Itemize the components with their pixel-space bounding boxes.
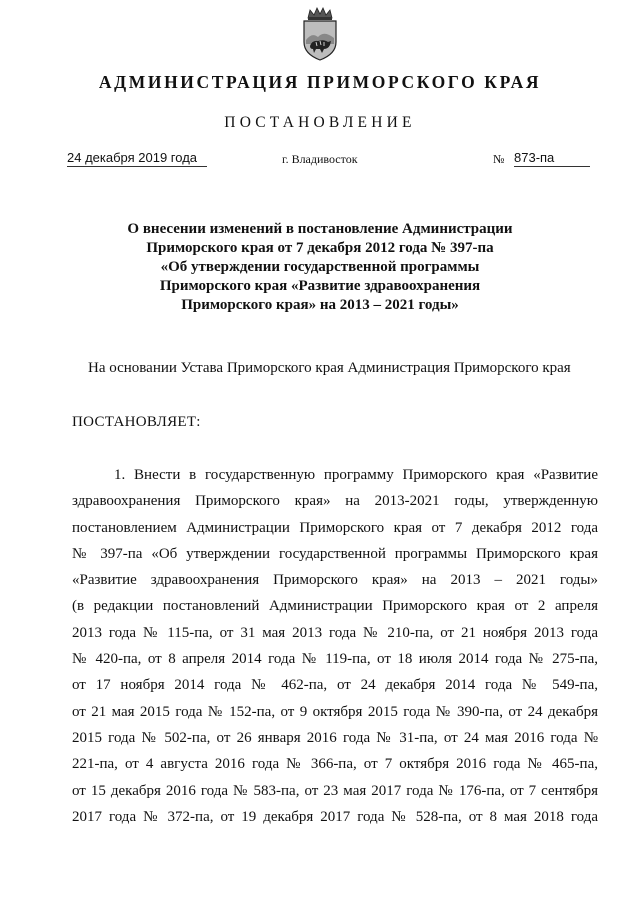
- body-line: 2013 года № 115-па, от 31 мая 2013 года № 210-па, от 21 ноября 2013 года: [72, 624, 598, 641]
- document-type: ПОСТАНОВЛЕНИЕ: [224, 114, 416, 131]
- legal-basis: На основании Устава Приморского края Администрация Приморского края: [88, 360, 571, 376]
- body-line: 1. Внести в государственную программу Приморского края «Развитие: [114, 467, 598, 483]
- document-subject: [60, 220, 580, 315]
- body-line: № 397-па «Об утверждении государственной программы Приморского края: [72, 545, 598, 562]
- subject-line: Приморского края «Развитие здравоохранения: [159, 278, 481, 294]
- subject-line: Приморского края» на 2013 – 2021 годы»: [181, 297, 459, 313]
- subject-line: О внесении изменений в постановление Администрации: [127, 221, 513, 237]
- body-line: от 17 ноября 2014 года № 462-па, от 24 декабря 2014 года № 549-па,: [72, 677, 598, 694]
- body-line: 2017 года № 372-па, от 19 декабря 2017 года № 528-па, от 8 мая 2018 года: [72, 808, 598, 825]
- body-line: (в редакции постановлений Администрации Приморского края от 2 апреля: [72, 598, 598, 615]
- body-line: здравоохранения Приморского края» на 2013-2021 годы, утвержденную: [72, 493, 598, 510]
- document-number-label: №: [493, 152, 505, 166]
- body-line: от 21 мая 2015 года № 152-па, от 9 октября 2015 года № 390-па, от 24 декабря: [72, 703, 598, 720]
- document-number: 873-па: [514, 150, 590, 167]
- body-line: от 15 декабря 2016 года № 583-па, от 23 мая 2017 года № 176-па, от 7 сентября: [72, 782, 598, 799]
- body-line: 221-па, от 4 августа 2016 года № 366-па, от 7 октября 2016 года № 465-па,: [72, 756, 598, 773]
- body-line: № 420-па, от 8 апреля 2014 года № 119-па, от 18 июля 2014 года № 275-па,: [72, 651, 598, 668]
- body-line: 2015 года № 502-па, от 26 января 2016 года № 31-па, от 24 мая 2016 года №: [72, 729, 598, 746]
- decree-word: ПОСТАНОВЛЯЕТ:: [72, 414, 201, 430]
- document-date: 24 декабря 2019 года: [67, 150, 207, 167]
- subject-line: Приморского края от 7 декабря 2012 года № 397-па: [146, 240, 494, 256]
- coat-of-arms-icon: [298, 6, 342, 62]
- subject-line: «Об утверждении государственной программы: [160, 259, 480, 275]
- organization-title: АДМИНИСТРАЦИЯ ПРИМОРСКОГО КРАЯ: [98, 72, 542, 92]
- body-line: постановлением Администрации Приморского края от 7 декабря 2012 года: [72, 519, 598, 536]
- body-line: «Развитие здравоохранения Приморского края» на 2013 – 2021 годы»: [72, 572, 598, 589]
- document-body: [72, 464, 598, 832]
- document-city: г. Владивосток: [282, 152, 358, 166]
